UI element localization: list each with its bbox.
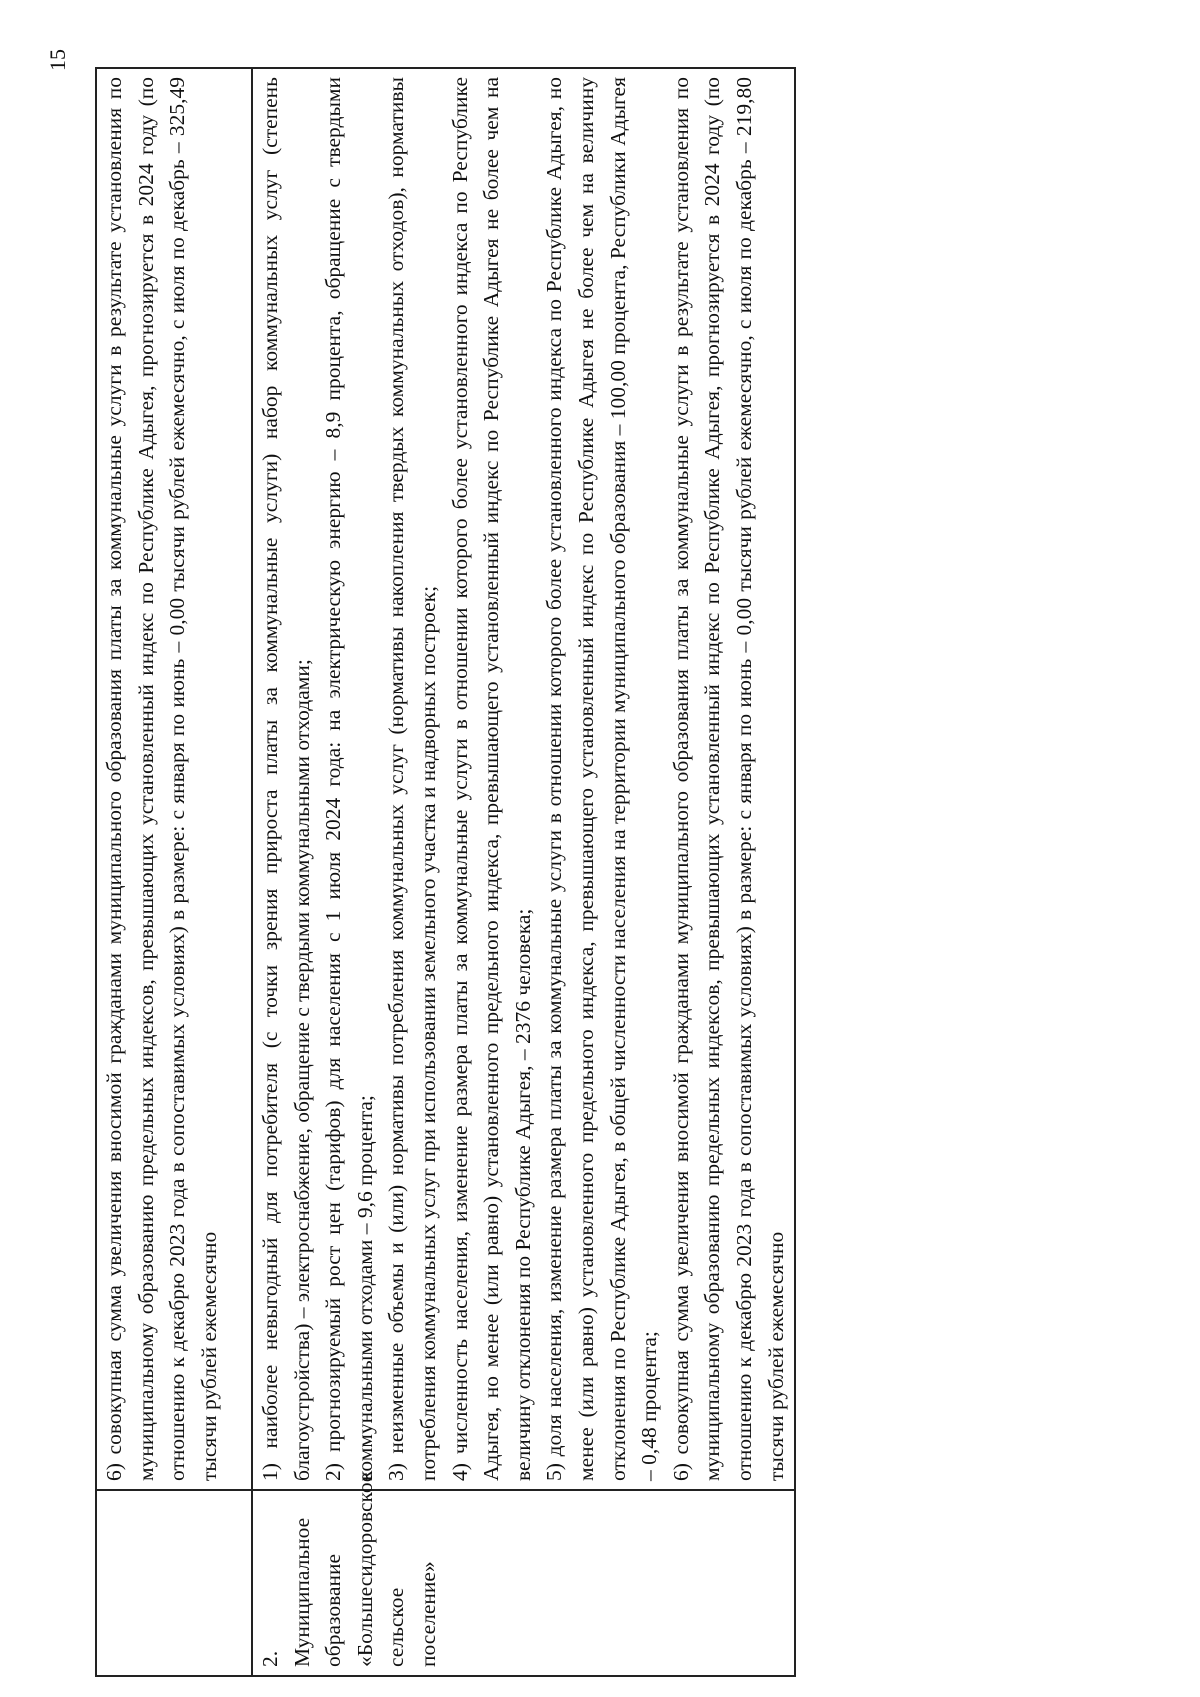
table-row [96, 68, 252, 1676]
indicator-paragraph: 3) неизменные объемы и (или) нормативы потребления коммунальных услуг (нормативы накопления твердых коммунальных отходов), нормативы потребления коммунальных услуг при использовании земельного участка и надворных построек; [384, 77, 440, 1481]
indices-table [95, 67, 796, 1677]
indicator-paragraph: 1) наиболее невыгодный для потребителя (с точки зрения прироста платы за коммунальные услуги) набор коммунальных услуг (степень благоустройства) – электроснабжение, обращение с твердыми коммунальными отходами; [258, 77, 314, 1481]
indicator-paragraph: 4) численность населения, изменение размера платы за коммунальные услуги в отношении которого более установленного индекса по Республике Адыгея, но менее (или равно) установленного предельного индекса, превышающего установленный индекс по Республике Адыгея не более чем на величину отклонения по Республике Адыгея, – 2376 человека; [447, 77, 535, 1481]
municipality-name: 2. Муниципальное образование «Большесидоровское сельское поселение» [252, 1490, 795, 1676]
municipality-cell-empty [96, 1490, 252, 1676]
page-number: 15 [45, 49, 70, 71]
indicator-paragraph: 2) прогнозируемый рост цен (тарифов) для населения с 1 июля 2024 года: на электрическую энергию – 8,9 процента, обращение с твердыми коммунальными отходами – 9,6 процента; [321, 77, 377, 1481]
indicator-paragraph: 6) совокупная сумма увеличения вносимой гражданами муниципального образования платы за коммунальные услуги в результате установления по муниципальному образованию предельных индексов, превышающих установленный индекс по Республике Адыгея, прогнозируется в 2024 году (по отношению к декабрю 2023 года в сопоставимых условиях) в размере: с января по июнь – 0,00 тысячи рублей ежемесячно, с июля по декабрь – 219,80 тысячи рублей ежемесячно [668, 77, 788, 1481]
indicator-paragraph: 5) доля населения, изменение размера платы за коммунальные услуги в отношении которого более установленного индекса по Республике Адыгея, но менее (или равно) установленного предельного индекса, превышающего установленный индекс по Республике Адыгея не более чем на величину отклонения по Республике Адыгея, в общей численности населения на территории муниципального образования – 100,00 процента, Республики Адыгея – 0,48 процента; [542, 77, 662, 1481]
indicator-paragraph: 6) совокупная сумма увеличения вносимой гражданами муниципального образования платы за коммунальные услуги в результате установления по муниципальному образованию предельных индексов, превышающих установленный индекс по Республике Адыгея, прогнозируется в 2024 году (по отношению к декабрю 2023 года в сопоставимых условиях) в размере: с января по июнь – 0,00 тысячи рублей ежемесячно, с июля по декабрь – 325,49 тысячи рублей ежемесячно [102, 77, 221, 1481]
indicators-cell [96, 68, 252, 1490]
table-row [252, 68, 795, 1676]
indicators-cell [252, 68, 795, 1490]
